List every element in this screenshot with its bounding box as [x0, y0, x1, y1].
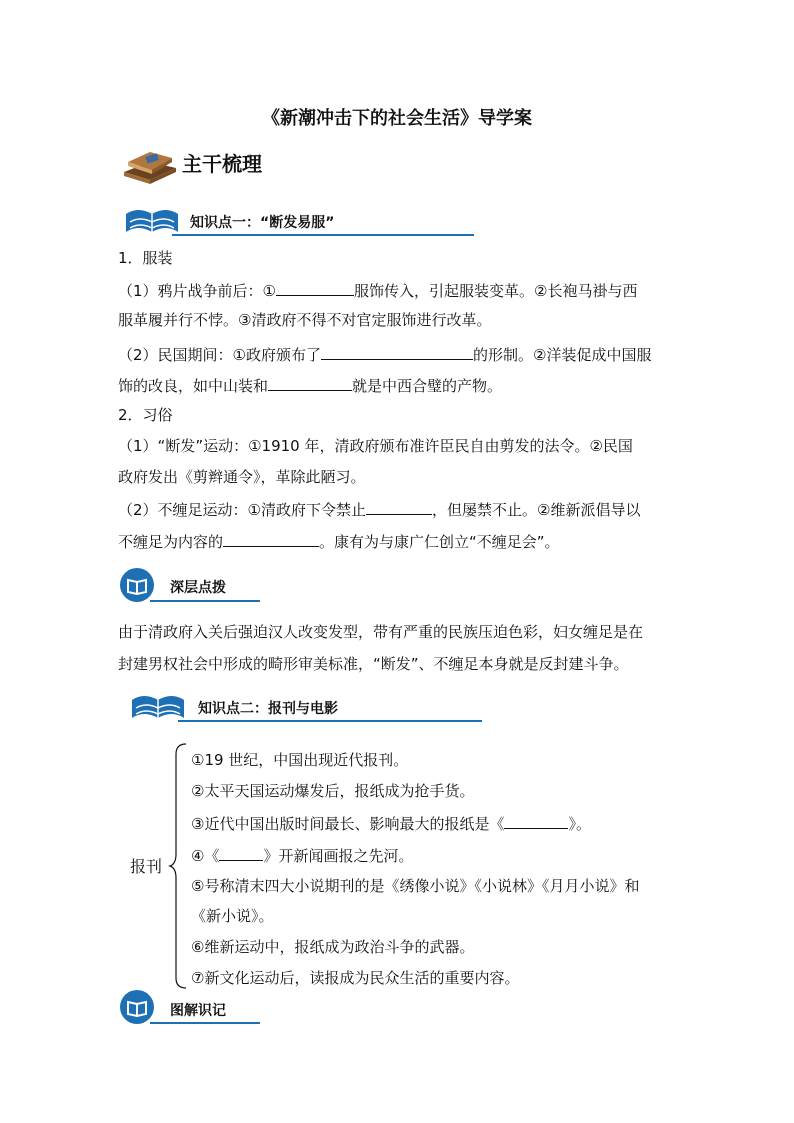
fill-blank[interactable]: [504, 812, 568, 829]
brace-bracket: [168, 742, 188, 992]
fill-blank[interactable]: [276, 279, 354, 296]
deep-line-2: 封建男权社会中形成的畸形审美标准，“断发”、不缠足本身就是反封建斗争。: [118, 655, 629, 673]
page-title: 《新潮冲击下的社会生活》导学案: [262, 108, 532, 129]
list-item-3: ③近代中国出版时间最长、影响最大的报纸是《 》。: [191, 812, 591, 834]
brace-label: 报刊: [130, 857, 163, 876]
fill-blank[interactable]: [321, 343, 473, 360]
deep-rule: [150, 600, 260, 602]
kp1-para-1a: （1）鸦片战争前后：① 服饰传入，引起服装变革。②长袍马褂与西: [118, 279, 637, 301]
kp1-para-4b: 不缠足为内容的 。康有为与康广仁创立“不缠足会”。: [118, 530, 560, 552]
book-circle-icon: [120, 568, 154, 602]
kp2-rule: [178, 720, 482, 722]
book-circle-icon: [120, 990, 154, 1024]
open-book-icon: [124, 202, 180, 236]
kp1-heading-clothing: 1．服装: [118, 249, 173, 267]
kp2-heading: 知识点二：报刊与电影: [198, 701, 338, 717]
list-item-5a: ⑤号称清末四大小说期刊的是《绣像小说》《小说林》《月月小说》和: [191, 877, 640, 895]
diagram-rule: [150, 1022, 260, 1024]
fill-blank[interactable]: [219, 844, 263, 861]
kp1-heading-customs: 2．习俗: [118, 406, 173, 424]
deep-header: [120, 566, 270, 606]
list-item-4: ④《 》开新闻画报之先河。: [191, 844, 413, 866]
kp1-para-2a: （2）民国期间：①政府颁布了 的形制。②洋装促成中国服: [118, 343, 651, 365]
kp2-header: [130, 686, 490, 726]
book-stack-icon: [120, 142, 180, 186]
list-item-7: ⑦新文化运动后，读报成为民众生活的重要内容。: [191, 969, 520, 987]
kp1-para-3a: （1）“断发”运动：①1910 年，清政府颁布准许臣民自由剪发的法令。②民国: [118, 437, 633, 455]
kp1-para-3b: 政府发出《剪辫通令》，革除此陋习。: [118, 468, 366, 486]
list-item-6: ⑥维新运动中，报纸成为政治斗争的武器。: [191, 938, 475, 956]
kp1-header: [124, 200, 484, 240]
fill-blank[interactable]: [268, 374, 352, 391]
kp1-heading: 知识点一：“断发易服”: [190, 215, 335, 231]
list-item-1: ①19 世纪，中国出现近代报刊。: [191, 751, 409, 769]
deep-heading: 深层点拨: [170, 580, 226, 596]
kp1-para-4a: （2）不缠足运动：①清政府下令禁止 ，但屡禁不止。②维新派倡导以: [118, 498, 640, 520]
kp1-para-1b: 服革履并行不悖。③清政府不得不对官定服饰进行改革。: [118, 311, 492, 329]
kp1-rule: [172, 234, 474, 236]
list-item-2: ②太平天国运动爆发后，报纸成为抢手货。: [191, 782, 475, 800]
deep-line-1: 由于清政府入关后强迫汉人改变发型，带有严重的民族压迫色彩，妇女缠足是在: [118, 623, 644, 641]
diagram-heading: 图解识记: [170, 1003, 226, 1019]
kp1-para-2b: 饰的改良，如中山装和 就是中西合璧的产物。: [118, 374, 502, 396]
fill-blank[interactable]: [366, 498, 432, 515]
list-item-5b: 《新小说》。: [191, 907, 274, 925]
open-book-icon: [130, 688, 186, 722]
diagram-header: [120, 990, 270, 1030]
main-section-title: 主干梳理: [182, 152, 262, 176]
fill-blank[interactable]: [223, 530, 319, 547]
